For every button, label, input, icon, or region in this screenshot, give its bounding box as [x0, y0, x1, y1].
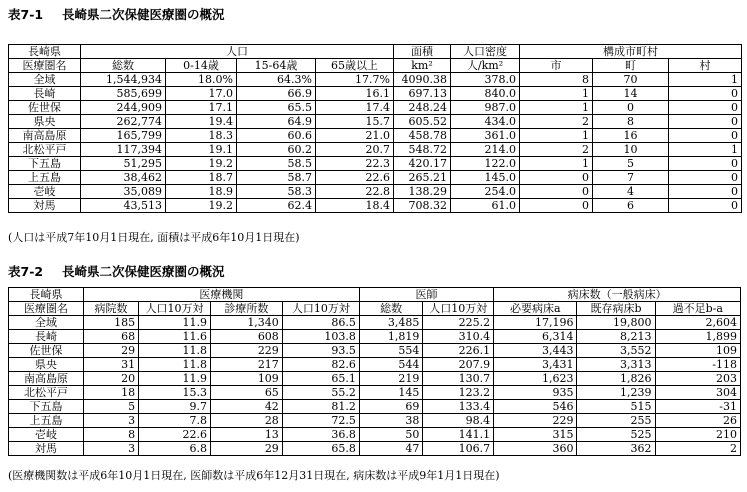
age-65-plus-cell: 15.7	[316, 115, 394, 129]
area-cell: 138.29	[394, 185, 451, 199]
doctors-per-100k-cell: 226.1	[423, 344, 494, 358]
area-cell: 697.13	[394, 87, 451, 101]
region-name-cell: 対馬	[9, 442, 84, 456]
clinics-cell: 28	[210, 414, 282, 428]
doctors-cell: 50	[359, 428, 423, 442]
bed-excess-cell: 304	[655, 386, 740, 400]
required-beds-cell: 546	[494, 400, 577, 414]
city-count-cell: 2	[520, 115, 593, 129]
area-cell: 420.17	[394, 157, 451, 171]
area-cell: 248.24	[394, 101, 451, 115]
clinics-per-100k-cell: 82.6	[282, 358, 359, 372]
hospitals-cell: 3	[83, 414, 138, 428]
table1-note: (人口は平成7年10月1日現在, 面積は平成6年10月1日現在)	[8, 231, 300, 244]
village-count-cell: 1	[669, 73, 742, 87]
bed-excess-cell: -118	[655, 358, 740, 372]
table-row	[9, 129, 742, 143]
population-total-cell: 117,394	[81, 143, 166, 157]
hospitals-per-100k-cell: 11.6	[139, 330, 211, 344]
hospitals-per-100k-cell: 11.8	[139, 358, 211, 372]
table-row	[9, 372, 741, 386]
doctors-cell: 3,485	[359, 316, 423, 330]
village-count-cell: 0	[669, 101, 742, 115]
hospitals-per-100k-cell: 11.9	[139, 316, 211, 330]
village-count-cell: 0	[669, 185, 742, 199]
header-area-unit: km²	[394, 59, 451, 73]
header-doctors: 医師	[359, 288, 493, 302]
density-cell: 378.0	[451, 73, 520, 87]
doctors-per-100k-cell: 141.1	[423, 428, 494, 442]
doctors-per-100k-cell: 133.4	[423, 400, 494, 414]
clinics-cell: 217	[210, 358, 282, 372]
age-15-64-cell: 66.9	[237, 87, 316, 101]
population-total-cell: 43,513	[81, 199, 166, 213]
village-count-cell: 0	[669, 199, 742, 213]
clinics-cell: 65	[210, 386, 282, 400]
header-density-unit: 人/km²	[451, 59, 520, 73]
existing-beds-cell: 255	[577, 414, 655, 428]
village-count-cell: 0	[669, 171, 742, 185]
clinics-cell: 13	[210, 428, 282, 442]
required-beds-cell: 3,431	[494, 358, 577, 372]
region-name-cell: 全域	[9, 316, 84, 330]
header-city: 市	[520, 59, 593, 73]
region-name-cell: 佐世保	[9, 344, 84, 358]
table-row	[9, 330, 741, 344]
density-cell: 145.0	[451, 171, 520, 185]
hospitals-cell: 5	[83, 400, 138, 414]
existing-beds-cell: 3,552	[577, 344, 655, 358]
table-row	[9, 199, 742, 213]
city-count-cell: 1	[520, 157, 593, 171]
clinics-cell: 109	[210, 372, 282, 386]
village-count-cell: 0	[669, 115, 742, 129]
village-count-cell: 0	[669, 129, 742, 143]
age-65-plus-cell: 17.7%	[316, 73, 394, 87]
town-count-cell: 10	[593, 143, 669, 157]
doctors-per-100k-cell: 106.7	[423, 442, 494, 456]
existing-beds-cell: 1,826	[577, 372, 655, 386]
age-0-14-cell: 18.0%	[166, 73, 237, 87]
town-count-cell: 7	[593, 171, 669, 185]
table2-note: (医療機関数は平成6年10月1日現在, 医師数は平成6年12月31日現在, 病床数は平成9年1月1日現在)	[8, 469, 500, 482]
hospitals-cell: 68	[83, 330, 138, 344]
existing-beds-cell: 362	[577, 442, 655, 456]
age-0-14-cell: 19.2	[166, 157, 237, 171]
doctors-cell: 219	[359, 372, 423, 386]
area-cell: 458.78	[394, 129, 451, 143]
header-area: 面積	[394, 45, 451, 59]
region-name-cell: 南高島原	[9, 129, 81, 143]
density-cell: 987.0	[451, 101, 520, 115]
region-name-cell: 北松平戸	[9, 386, 84, 400]
bed-excess-cell: 26	[655, 414, 740, 428]
density-cell: 254.0	[451, 185, 520, 199]
header-municipalities: 構成市町村	[520, 45, 742, 59]
region-name-cell: 長崎	[9, 87, 81, 101]
bed-excess-cell: 2,604	[655, 316, 740, 330]
region-name-cell: 上五島	[9, 171, 81, 185]
population-total-cell: 165,799	[81, 129, 166, 143]
header-region-line2: 医療圏名	[9, 59, 81, 73]
table1-header-row-2	[9, 59, 742, 73]
population-total-cell: 35,089	[81, 185, 166, 199]
age-65-plus-cell: 22.8	[316, 185, 394, 199]
header-region-line1: 長崎県	[9, 288, 84, 302]
region-name-cell: 下五島	[9, 400, 84, 414]
table1-caption	[8, 7, 225, 23]
age-15-64-cell: 58.7	[237, 171, 316, 185]
town-count-cell: 8	[593, 115, 669, 129]
village-count-cell: 1	[669, 143, 742, 157]
required-beds-cell: 3,443	[494, 344, 577, 358]
existing-beds-cell: 8,213	[577, 330, 655, 344]
doctors-per-100k-cell: 225.2	[423, 316, 494, 330]
age-65-plus-cell: 16.1	[316, 87, 394, 101]
age-65-plus-cell: 20.7	[316, 143, 394, 157]
region-name-cell: 長崎	[9, 330, 84, 344]
table1-title: 長崎県二次保健医療圏の概況	[62, 7, 225, 22]
region-name-cell: 県央	[9, 358, 84, 372]
existing-beds-cell: 525	[577, 428, 655, 442]
table-row	[9, 115, 742, 129]
hospitals-per-100k-cell: 22.6	[139, 428, 211, 442]
existing-beds-cell: 1,239	[577, 386, 655, 400]
required-beds-cell: 6,314	[494, 330, 577, 344]
population-total-cell: 51,295	[81, 157, 166, 171]
required-beds-cell: 229	[494, 414, 577, 428]
bed-excess-cell: 2	[655, 442, 740, 456]
village-count-cell: 0	[669, 157, 742, 171]
header-density: 人口密度	[451, 45, 520, 59]
density-cell: 61.0	[451, 199, 520, 213]
table2-number: 表7-2	[8, 264, 44, 279]
doctors-cell: 544	[359, 358, 423, 372]
age-0-14-cell: 18.9	[166, 185, 237, 199]
hospitals-cell: 29	[83, 344, 138, 358]
age-0-14-cell: 19.4	[166, 115, 237, 129]
density-cell: 434.0	[451, 115, 520, 129]
town-count-cell: 16	[593, 129, 669, 143]
region-name-cell: 県央	[9, 115, 81, 129]
age-0-14-cell: 18.3	[166, 129, 237, 143]
age-65-plus-cell: 21.0	[316, 129, 394, 143]
medical-resources-table	[8, 287, 741, 456]
hospitals-cell: 20	[83, 372, 138, 386]
city-count-cell: 1	[520, 101, 593, 115]
town-count-cell: 70	[593, 73, 669, 87]
clinics-per-100k-cell: 93.5	[282, 344, 359, 358]
bed-excess-cell: 1,899	[655, 330, 740, 344]
required-beds-cell: 17,196	[494, 316, 577, 330]
header-age-0-14: 0-14歳	[166, 59, 237, 73]
clinics-per-100k-cell: 86.5	[282, 316, 359, 330]
region-name-cell: 南高島原	[9, 372, 84, 386]
required-beds-cell: 1,623	[494, 372, 577, 386]
table2-title: 長崎県二次保健医療圏の概況	[62, 264, 225, 279]
clinics-cell: 42	[210, 400, 282, 414]
existing-beds-cell: 3,313	[577, 358, 655, 372]
header-medical-facilities: 医療機関	[83, 288, 359, 302]
age-0-14-cell: 17.0	[166, 87, 237, 101]
table-row	[9, 428, 741, 442]
header-required-beds: 必要病床a	[494, 302, 577, 316]
header-region-line2: 医療圏名	[9, 302, 84, 316]
doctors-cell: 47	[359, 442, 423, 456]
hospitals-cell: 3	[83, 442, 138, 456]
age-0-14-cell: 17.1	[166, 101, 237, 115]
table-row	[9, 316, 741, 330]
hospitals-per-100k-cell: 11.9	[139, 372, 211, 386]
age-15-64-cell: 64.3%	[237, 73, 316, 87]
density-cell: 840.0	[451, 87, 520, 101]
clinics-per-100k-cell: 81.2	[282, 400, 359, 414]
area-cell: 708.32	[394, 199, 451, 213]
region-name-cell: 壱岐	[9, 428, 84, 442]
clinics-cell: 608	[210, 330, 282, 344]
city-count-cell: 1	[520, 87, 593, 101]
hospitals-per-100k-cell: 11.8	[139, 344, 211, 358]
header-hospitals-per-100k: 人口10万対	[139, 302, 211, 316]
clinics-per-100k-cell: 65.8	[282, 442, 359, 456]
table-row	[9, 157, 742, 171]
clinics-per-100k-cell: 65.1	[282, 372, 359, 386]
population-total-cell: 262,774	[81, 115, 166, 129]
table-row	[9, 344, 741, 358]
header-hospitals: 病院数	[83, 302, 138, 316]
age-15-64-cell: 60.6	[237, 129, 316, 143]
header-doctors-total: 総数	[359, 302, 423, 316]
table1-header-row-1	[9, 45, 742, 59]
hospitals-per-100k-cell: 7.8	[139, 414, 211, 428]
age-15-64-cell: 65.5	[237, 101, 316, 115]
density-cell: 361.0	[451, 129, 520, 143]
header-town: 町	[593, 59, 669, 73]
age-65-plus-cell: 22.3	[316, 157, 394, 171]
age-15-64-cell: 58.5	[237, 157, 316, 171]
doctors-cell: 69	[359, 400, 423, 414]
city-count-cell: 0	[520, 185, 593, 199]
hospitals-per-100k-cell: 15.3	[139, 386, 211, 400]
table-row	[9, 185, 742, 199]
city-count-cell: 2	[520, 143, 593, 157]
region-name-cell: 上五島	[9, 414, 84, 428]
area-cell: 605.52	[394, 115, 451, 129]
table-row	[9, 400, 741, 414]
table2-header-row-1	[9, 288, 741, 302]
table-row	[9, 101, 742, 115]
town-count-cell: 5	[593, 157, 669, 171]
village-count-cell: 0	[669, 87, 742, 101]
city-count-cell: 1	[520, 129, 593, 143]
table-row	[9, 386, 741, 400]
required-beds-cell: 360	[494, 442, 577, 456]
header-age-15-64: 15-64歳	[237, 59, 316, 73]
doctors-per-100k-cell: 310.4	[423, 330, 494, 344]
region-name-cell: 下五島	[9, 157, 81, 171]
density-cell: 122.0	[451, 157, 520, 171]
population-total-cell: 244,909	[81, 101, 166, 115]
population-total-cell: 38,462	[81, 171, 166, 185]
hospitals-cell: 8	[83, 428, 138, 442]
hospitals-cell: 18	[83, 386, 138, 400]
town-count-cell: 4	[593, 185, 669, 199]
header-population: 人口	[81, 45, 394, 59]
city-count-cell: 0	[520, 199, 593, 213]
bed-excess-cell: -31	[655, 400, 740, 414]
population-table	[8, 44, 742, 213]
town-count-cell: 0	[593, 101, 669, 115]
table-row	[9, 442, 741, 456]
bed-excess-cell: 203	[655, 372, 740, 386]
doctors-cell: 38	[359, 414, 423, 428]
table-row	[9, 358, 741, 372]
area-cell: 548.72	[394, 143, 451, 157]
header-region-line1: 長崎県	[9, 45, 81, 59]
table-row	[9, 87, 742, 101]
age-15-64-cell: 62.4	[237, 199, 316, 213]
existing-beds-cell: 515	[577, 400, 655, 414]
table-row	[9, 171, 742, 185]
age-15-64-cell: 60.2	[237, 143, 316, 157]
header-beds: 病床数（一般病床）	[494, 288, 741, 302]
region-name-cell: 対馬	[9, 199, 81, 213]
doctors-per-100k-cell: 130.7	[423, 372, 494, 386]
density-cell: 214.0	[451, 143, 520, 157]
town-count-cell: 6	[593, 199, 669, 213]
population-total-cell: 585,699	[81, 87, 166, 101]
hospitals-cell: 31	[83, 358, 138, 372]
hospitals-per-100k-cell: 6.8	[139, 442, 211, 456]
region-name-cell: 壱岐	[9, 185, 81, 199]
age-0-14-cell: 18.7	[166, 171, 237, 185]
age-0-14-cell: 19.2	[166, 199, 237, 213]
age-15-64-cell: 64.9	[237, 115, 316, 129]
region-name-cell: 佐世保	[9, 101, 81, 115]
age-65-plus-cell: 17.4	[316, 101, 394, 115]
header-village: 村	[669, 59, 742, 73]
bed-excess-cell: 109	[655, 344, 740, 358]
hospitals-per-100k-cell: 9.7	[139, 400, 211, 414]
table-row	[9, 73, 742, 87]
clinics-cell: 229	[210, 344, 282, 358]
region-name-cell: 全域	[9, 73, 81, 87]
age-65-plus-cell: 18.4	[316, 199, 394, 213]
header-total: 総数	[81, 59, 166, 73]
doctors-per-100k-cell: 207.9	[423, 358, 494, 372]
region-name-cell: 北松平戸	[9, 143, 81, 157]
clinics-per-100k-cell: 55.2	[282, 386, 359, 400]
bed-excess-cell: 210	[655, 428, 740, 442]
clinics-per-100k-cell: 103.8	[282, 330, 359, 344]
doctors-cell: 1,819	[359, 330, 423, 344]
required-beds-cell: 935	[494, 386, 577, 400]
header-existing-beds: 既存病床b	[577, 302, 655, 316]
town-count-cell: 14	[593, 87, 669, 101]
city-count-cell: 0	[520, 171, 593, 185]
clinics-per-100k-cell: 36.8	[282, 428, 359, 442]
header-clinics-per-100k: 人口10万対	[282, 302, 359, 316]
clinics-per-100k-cell: 72.5	[282, 414, 359, 428]
table-row	[9, 414, 741, 428]
area-cell: 4090.38	[394, 73, 451, 87]
age-15-64-cell: 58.3	[237, 185, 316, 199]
clinics-cell: 1,340	[210, 316, 282, 330]
table2-caption	[8, 264, 225, 280]
table2-header-row-2	[9, 302, 741, 316]
hospitals-cell: 185	[83, 316, 138, 330]
age-0-14-cell: 19.1	[166, 143, 237, 157]
header-bed-excess: 過不足b-a	[655, 302, 740, 316]
header-clinics: 診療所数	[210, 302, 282, 316]
header-age-65-plus: 65歳以上	[316, 59, 394, 73]
doctors-per-100k-cell: 123.2	[423, 386, 494, 400]
doctors-per-100k-cell: 98.4	[423, 414, 494, 428]
city-count-cell: 8	[520, 73, 593, 87]
clinics-cell: 29	[210, 442, 282, 456]
table-row	[9, 143, 742, 157]
table1-number: 表7-1	[8, 7, 44, 22]
area-cell: 265.21	[394, 171, 451, 185]
header-doctors-per-100k: 人口10万対	[423, 302, 494, 316]
existing-beds-cell: 19,800	[577, 316, 655, 330]
doctors-cell: 554	[359, 344, 423, 358]
population-total-cell: 1,544,934	[81, 73, 166, 87]
required-beds-cell: 315	[494, 428, 577, 442]
age-65-plus-cell: 22.6	[316, 171, 394, 185]
doctors-cell: 145	[359, 386, 423, 400]
